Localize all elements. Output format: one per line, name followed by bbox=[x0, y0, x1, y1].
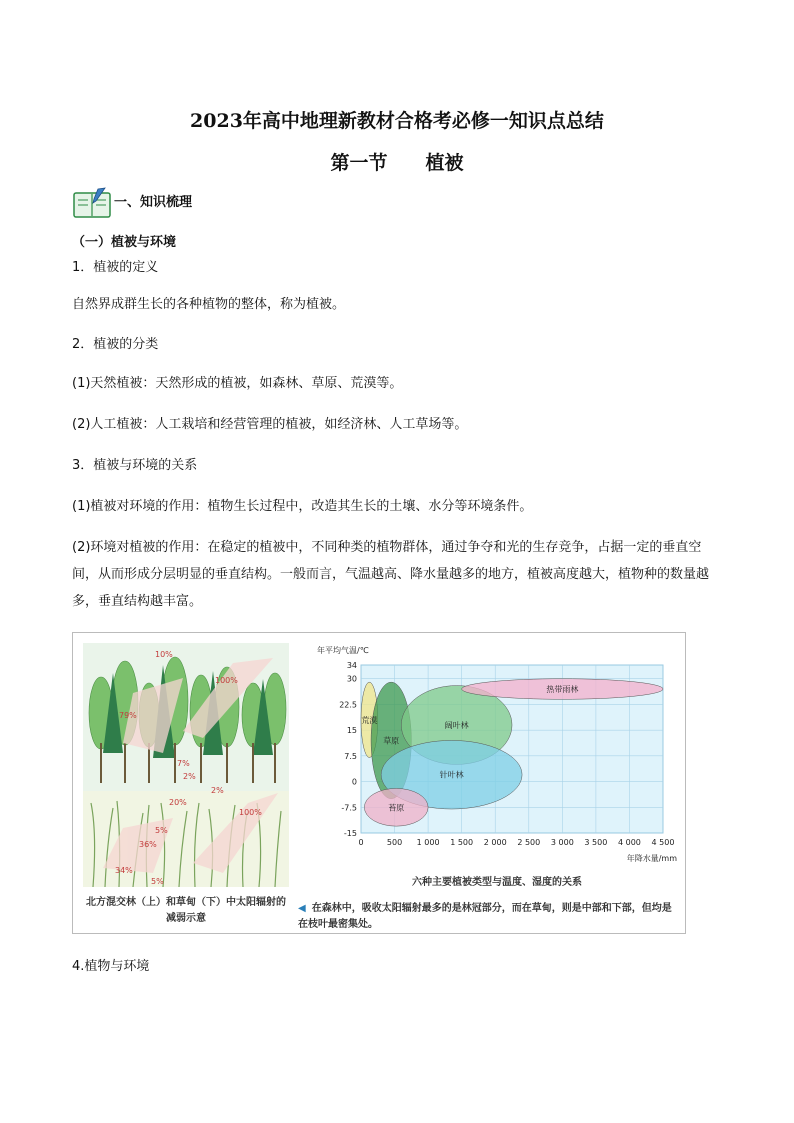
region-label: 荒漠 bbox=[361, 715, 378, 725]
y-tick-label: 7.5 bbox=[344, 751, 357, 761]
y-axis-label: 年平均气温/℃ bbox=[317, 646, 369, 655]
y-tick-label: 0 bbox=[351, 777, 357, 787]
y-tick-label: -15 bbox=[343, 829, 357, 838]
y-tick-label: 34 bbox=[346, 661, 357, 670]
forest-label: 100% bbox=[215, 676, 238, 685]
y-tick-label: 15 bbox=[346, 726, 357, 736]
y-tick-label: -7.5 bbox=[341, 803, 357, 813]
y-tick-label: 22.5 bbox=[339, 700, 357, 710]
x-tick-label: 500 bbox=[386, 838, 403, 847]
forest-label: 10% bbox=[155, 650, 173, 659]
x-tick-label: 4 500 bbox=[651, 838, 675, 847]
notebook-pencil-icon bbox=[72, 187, 112, 219]
region-label: 阔叶林 bbox=[444, 721, 469, 730]
forest-label: 2% bbox=[183, 772, 196, 781]
chart-title: 六种主要植被类型与温度、湿度的关系 bbox=[412, 877, 582, 888]
paragraph: (1)植被对环境的作用：植物生长过程中，改造其生长的土壤、水分等环境条件。 bbox=[72, 499, 533, 514]
y-tick-label: 30 bbox=[346, 674, 357, 684]
paragraph: 自然界成群生长的各种植物的整体，称为植被。 bbox=[72, 297, 346, 312]
forest-label: 5% bbox=[151, 877, 164, 886]
forest-label: 5% bbox=[155, 826, 168, 835]
region-label: 草原 bbox=[383, 736, 400, 746]
section-heading bbox=[72, 186, 192, 220]
section-label: 一、知识梳理 bbox=[114, 194, 193, 210]
vegetation-chart bbox=[313, 643, 681, 873]
figure bbox=[72, 632, 686, 934]
x-tick-label: 3 000 bbox=[550, 838, 574, 847]
x-tick-label: 4 000 bbox=[617, 838, 641, 847]
x-axis-label: 年降水量/mm bbox=[626, 854, 677, 863]
caption-left: 北方混交林（上）和草甸（下）中太阳辐射的减弱示意 bbox=[86, 897, 286, 924]
paragraph: 1．植被的定义 bbox=[72, 260, 159, 275]
forest-label: 2% bbox=[211, 786, 224, 795]
forest-label: 20% bbox=[169, 798, 187, 807]
paragraph: (2)人工植被：人工栽培和经营管理的植被，如经济林、人工草场等。 bbox=[72, 417, 468, 432]
document-title: 2023年高中地理新教材合格考必修一知识点总结 bbox=[190, 110, 604, 132]
forest-label: 36% bbox=[139, 840, 157, 849]
forest-label: 34% bbox=[115, 866, 133, 875]
forest-label: 7% bbox=[177, 759, 190, 768]
subsection-heading: （一）植被与环境 bbox=[72, 235, 177, 250]
region-label: 苔原 bbox=[388, 803, 405, 813]
paragraph: 4.植物与环境 bbox=[72, 959, 150, 974]
x-tick-label: 1 500 bbox=[450, 838, 474, 847]
forest-label: 79% bbox=[119, 711, 137, 720]
x-tick-label: 2 500 bbox=[517, 838, 541, 847]
x-tick-label: 2 000 bbox=[483, 838, 507, 847]
region-label: 热带雨林 bbox=[546, 685, 579, 694]
paragraph: 2．植被的分类 bbox=[72, 337, 159, 352]
x-tick-label: 3 500 bbox=[584, 838, 608, 847]
caption-right-text: 在森林中，吸收太阳辐射最多的是林冠部分，而在草甸，则是中部和下部，但均是在枝叶最密集处。 bbox=[298, 903, 672, 930]
forest-label: 100% bbox=[239, 808, 262, 817]
triangle-marker-icon: ◀ bbox=[298, 903, 306, 914]
section-title: 第一节 植被 bbox=[330, 152, 464, 174]
region-label: 针叶林 bbox=[439, 770, 464, 780]
x-tick-label: 0 bbox=[358, 838, 364, 847]
paragraph: (1)天然植被：天然形成的植被，如森林、草原、荒漠等。 bbox=[72, 376, 403, 391]
caption-right bbox=[298, 901, 678, 933]
paragraph: 3．植被与环境的关系 bbox=[72, 458, 198, 473]
forest-meadow-illustration bbox=[83, 643, 289, 887]
paragraph: (2)环境对植被的作用：在稳定的植被中，不同种类的植物群体，通过争夺和光的生存竞争，占据一定的垂直空间，从而形成分层明显的垂直结构。一般而言，气温越高、降水量越多的地方，植被高度越大，植物种的数量越多，垂直结构越丰富。 bbox=[72, 540, 710, 609]
x-tick-label: 1 000 bbox=[416, 838, 440, 847]
